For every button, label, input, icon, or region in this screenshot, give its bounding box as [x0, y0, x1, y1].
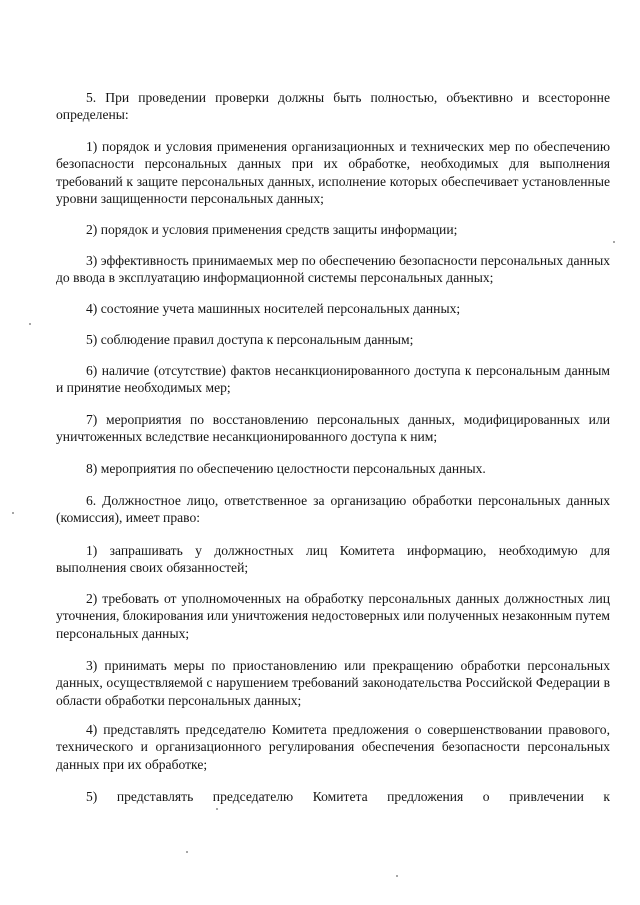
scan-speck: [12, 512, 14, 514]
scan-speck: [216, 808, 218, 810]
paragraph-6-item-1: 1) запрашивать у должностных лиц Комитета информацию, необходимую для выполнения своих обязанностей;: [56, 543, 610, 576]
paragraph-5-item-2: 2) порядок и условия применения средств защиты информации;: [86, 222, 458, 237]
paragraph-5-item-1: 1) порядок и условия применения организационных и технических мер по обеспечению безопасности персональных данных при их обработке, необходимых для выполнения требований к защите персональных данных, исполнение которых обеспечивает установленные уровни защищенности персональных данных;: [56, 139, 610, 207]
paragraph-5-item-7: 7) мероприятия по восстановлению персональных данных, модифицированных или уничтоженных вследствие несанкционированного доступа к ним;: [56, 412, 610, 445]
scan-speck: [613, 241, 615, 243]
scan-speck: [396, 875, 398, 877]
paragraph-5-item-3: 3) эффективность принимаемых мер по обеспечению безопасности персональных данных до ввода в эксплуатацию информационной системы персональных данных;: [56, 253, 610, 286]
paragraph-6: 6. Должностное лицо, ответственное за организацию обработки персональных данных (комиссия), имеет право:: [56, 493, 610, 526]
paragraph-5-item-5: 5) соблюдение правил доступа к персональным данным;: [86, 332, 414, 347]
paragraph-6-item-3: 3) принимать меры по приостановлению или прекращению обработки персональных данных, осуществляемой с нарушением требований законодательства Российской Федерации в области обработки персональных данных;: [56, 658, 610, 708]
paragraph-6-item-5: 5) представлять председателю Комитета предложения о привлечении к: [86, 789, 610, 804]
paragraph-5-item-6: 6) наличие (отсутствие) фактов несанкционированного доступа к персональным данным и принятие необходимых мер;: [56, 363, 610, 396]
paragraph-6-item-4: 4) представлять председателю Комитета предложения о совершенствовании правового, технического и организационного регулирования обеспечения безопасности персональных данных при их обработке;: [56, 722, 610, 772]
scan-speck: [29, 323, 31, 325]
paragraph-5: 5. При проведении проверки должны быть полностью, объективно и всесторонне определены:: [56, 90, 610, 123]
paragraph-6-item-2: 2) требовать от уполномоченных на обработку персональных данных должностных лиц уточнения, блокирования или уничтожения недостоверных или полученных незаконным путем персональных данных;: [56, 591, 610, 641]
paragraph-5-item-4: 4) состояние учета машинных носителей персональных данных;: [86, 301, 461, 316]
paragraph-5-item-8: 8) мероприятия по обеспечению целостности персональных данных.: [86, 461, 486, 476]
scan-speck: [186, 851, 188, 853]
